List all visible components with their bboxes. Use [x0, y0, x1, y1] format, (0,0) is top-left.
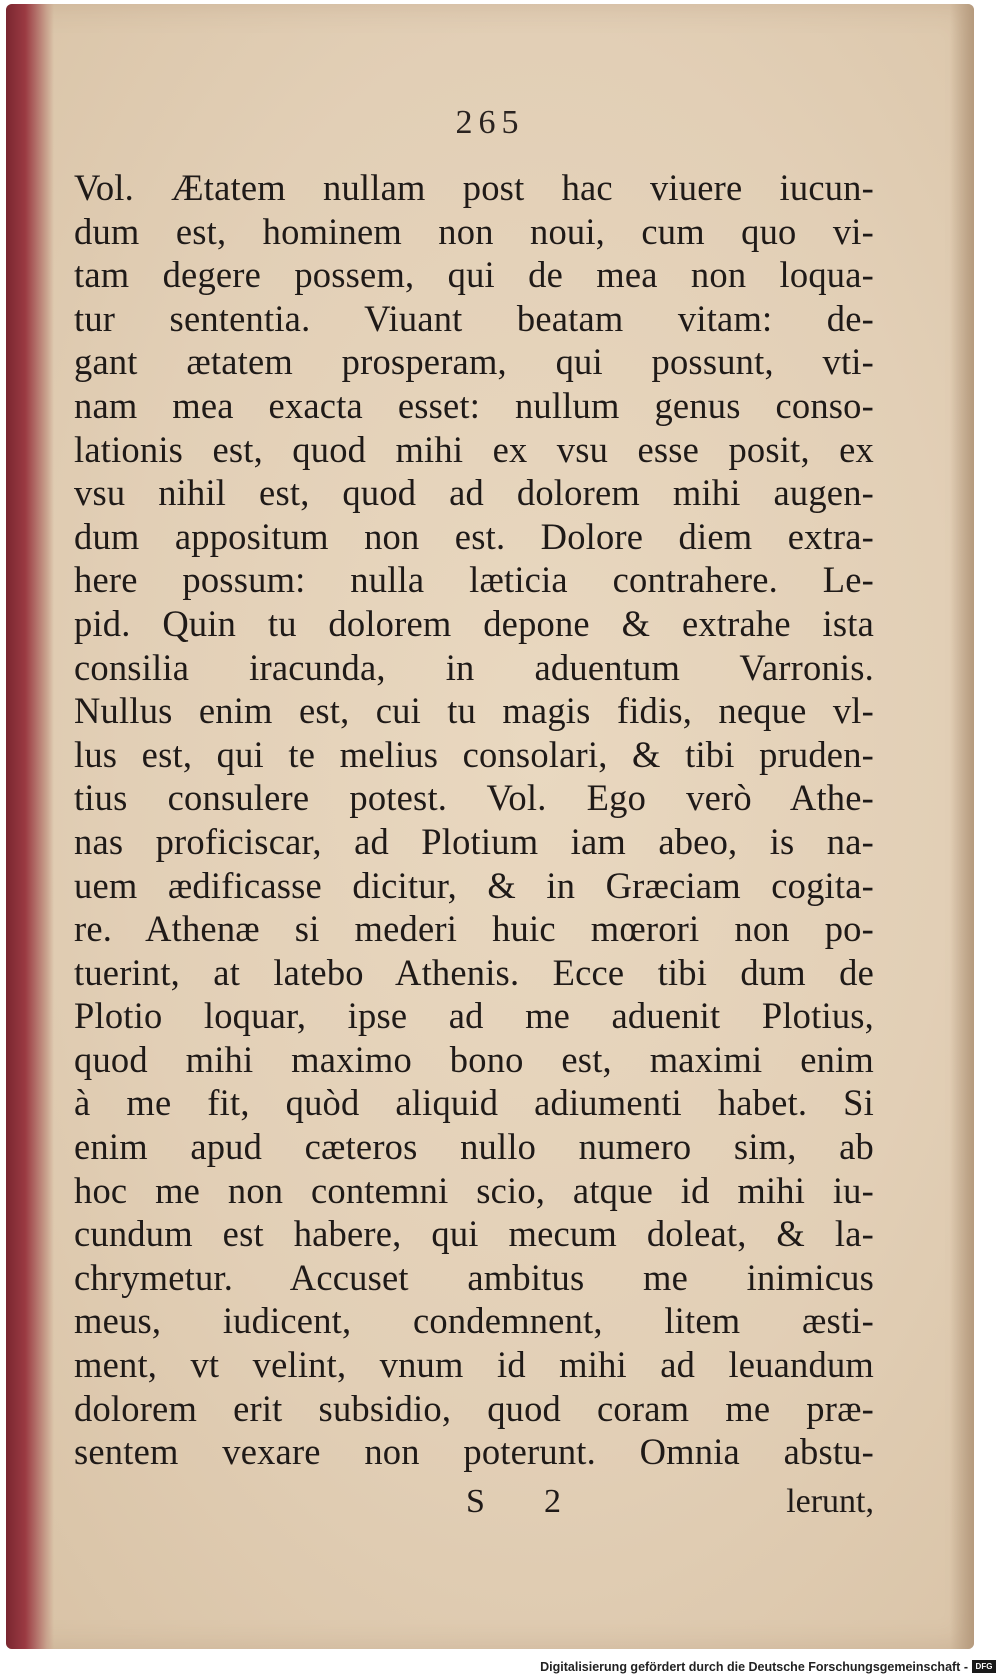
text-line: sentem vexare non poterunt. Omnia abstu- — [74, 1431, 874, 1473]
text-line: pid. Quin tu dolorem depone & extrahe ista — [74, 602, 874, 644]
text-line: lus est, qui te melius consolari, & tibi pruden- — [74, 733, 874, 775]
text-line: tuerint, at latebo Athenis. Ecce tibi dum de — [74, 951, 874, 993]
text-line: meus, iudicent, condemnent, litem æsti- — [74, 1300, 874, 1342]
signature-mark: S — [466, 1483, 485, 1520]
page-edge — [950, 4, 974, 1649]
text-line: Nullus enim est, cui tu magis fidis, neque vl- — [74, 690, 874, 732]
text-line: dum est, hominem non noui, cum quo vi- — [74, 210, 874, 252]
text-line: tius consulere potest. Vol. Ego verò Athe- — [74, 777, 874, 819]
attribution-text: Digitalisierung gefördert durch die Deutsche Forschungsgemeinschaft - — [540, 1660, 968, 1674]
text-line: re. Athenæ si mederi huic mœrori non po- — [74, 908, 874, 950]
text-line: consilia iracunda, in aduentum Varronis. — [74, 646, 874, 688]
text-line: Vol. Ætatem nullam post hac viuere iucun- — [74, 167, 874, 208]
text-line: à me fit, quòd aliquid adiumenti habet. Si — [74, 1082, 874, 1124]
catchword: lerunt, — [786, 1483, 874, 1520]
text-line: ment, vt velint, vnum id mihi ad leuandum — [74, 1344, 874, 1386]
text-line: Plotio loquar, ipse ad me aduenit Plotius, — [74, 995, 874, 1037]
text-line: nam mea exacta esset: nullum genus conso- — [74, 384, 874, 426]
text-line: tam degere possem, qui de mea non loqua- — [74, 254, 874, 296]
text-line: dum appositum non est. Dolore diem extra- — [74, 515, 874, 557]
text-line: cundum est habere, qui mecum doleat, & la- — [74, 1213, 874, 1255]
text-line: hoc me non contemni scio, atque id mihi iu- — [74, 1169, 874, 1211]
text-line: dolorem erit subsidio, quod coram me præ- — [74, 1387, 874, 1429]
text-line: nas proficiscar, ad Plotium iam abeo, is na- — [74, 820, 874, 862]
body-text — [74, 166, 874, 1474]
book-page — [6, 4, 974, 1649]
attribution-bar — [0, 1658, 1000, 1677]
signature-number: 2 — [544, 1483, 561, 1520]
text-line: uem ædificasse dicitur, & in Græciam cogita- — [74, 864, 874, 906]
text-line: gant ætatem prosperam, qui possunt, vti- — [74, 341, 874, 383]
text-line: enim apud cæteros nullo numero sim, ab — [74, 1126, 874, 1168]
dfg-logo-icon: DFG — [972, 1660, 996, 1673]
page-number: 265 — [455, 104, 525, 141]
text-line: tur sententia. Viuant beatam vitam: de- — [74, 297, 874, 339]
text-line: quod mihi maximo bono est, maximi enim — [74, 1038, 874, 1080]
text-line: lationis est, quod mihi ex vsu esse posit, ex — [74, 428, 874, 470]
page-footer — [74, 1480, 874, 1524]
text-line: chrymetur. Accuset ambitus me inimicus — [74, 1256, 874, 1298]
binding-edge — [6, 4, 54, 1649]
text-line: here possum: nulla læticia contrahere. Le- — [74, 559, 874, 601]
text-line: vsu nihil est, quod ad dolorem mihi augen- — [74, 472, 874, 514]
